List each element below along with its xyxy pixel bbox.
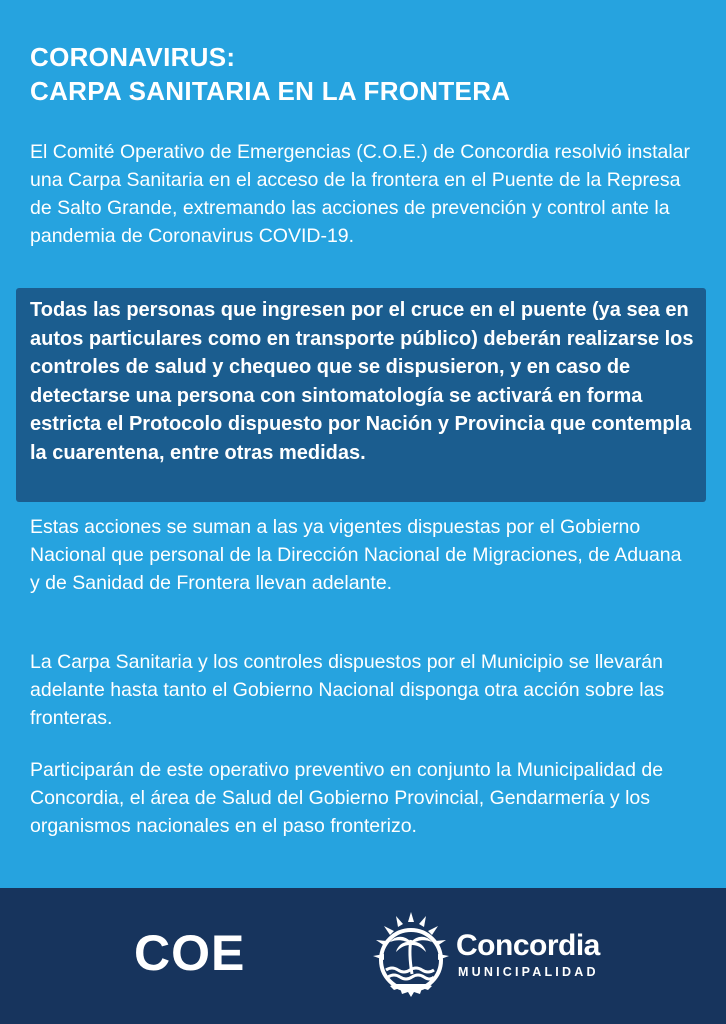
highlight-text: Todas las personas que ingresen por el cruce en el puente (ya sea en autos particulares como en transporte público) deberán realizarse los controles de salud y chequeo que se dispusieron, y en caso de detectarse una persona con sintomatología se activará en forma estricta el Protocolo dispuesto por Nación y Provincia que contempla la cuarentena, entre otras medidas.: [30, 299, 694, 464]
body-paragraph-3: Participarán de este operativo preventivo en conjunto la Municipalidad de Concordia, el área de Salud del Gobierno Provincial, Gendarmería y los organismos nacionales en el paso fronterizo.: [30, 759, 664, 837]
coe-label: COE: [134, 925, 246, 981]
body-paragraph-2: La Carpa Sanitaria y los controles dispuestos por el Municipio se llevarán adelante hasta tanto el Gobierno Nacional disponga otra acción sobre las fronteras.: [30, 651, 665, 729]
intro-paragraph: El Comité Operativo de Emergencias (C.O.E.) de Concordia resolvió instalar una Carpa Sanitaria en el acceso de la frontera en el Puente de la Represa de Salto Grande, extremando las acciones de prevención y control ante la pandemia de Coronavirus COVID-19.: [30, 141, 691, 247]
brand-subtitle: MUNICIPALIDAD: [458, 965, 599, 979]
title-line-2: CARPA SANITARIA EN LA FRONTERA: [30, 76, 511, 106]
concordia-logo-icon: [372, 910, 450, 998]
page-title: [30, 40, 510, 108]
brand-name: Concordia: [456, 929, 600, 962]
footer-bar: [0, 888, 726, 1024]
title-line-1: CORONAVIRUS:: [30, 42, 236, 72]
highlight-box: [16, 288, 706, 502]
body-paragraph-1: Estas acciones se suman a las ya vigentes dispuestas por el Gobierno Nacional que personal de la Dirección Nacional de Migraciones, de Aduana y de Sanidad de Frontera llevan adelante.: [30, 516, 682, 594]
